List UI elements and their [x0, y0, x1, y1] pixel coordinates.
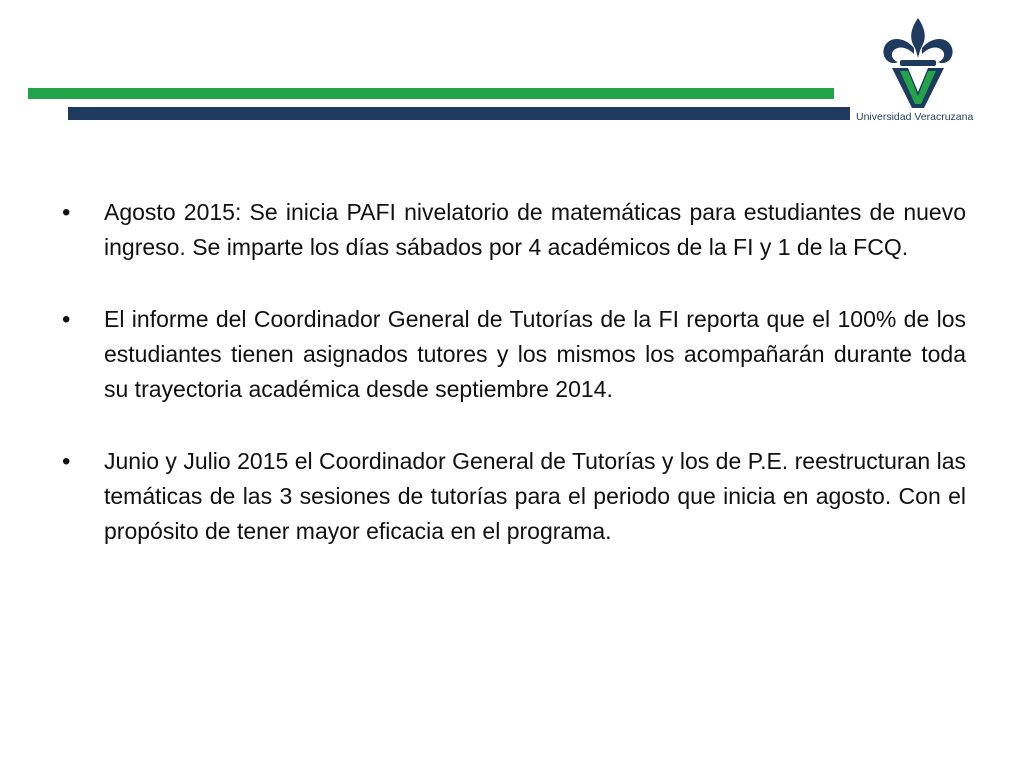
bullet-item — [62, 195, 966, 265]
bullet-mark: • — [62, 448, 71, 475]
university-name: Universidad Veracruzana — [856, 111, 974, 123]
slide-content — [62, 195, 966, 586]
fleur-de-lis-v-icon — [878, 14, 958, 110]
university-logo — [850, 12, 990, 132]
bullet-item — [62, 444, 966, 549]
bullet-item — [62, 302, 966, 407]
bullet-text: Junio y Julio 2015 el Coordinador General de Tutorías y los de P.E. reestructuran las temáticas de las 3 sesiones de tutorías para el periodo que inicia en agosto. Con el propósito de tener mayor eficacia en el programa. — [104, 448, 966, 544]
bullet-text: El informe del Coordinador General de Tutorías de la FI reporta que el 100% de los estudiantes tienen asignados tutores y los mismos los acompañarán durante toda su trayectoria académica desde septiembre 2014. — [104, 306, 966, 402]
bullet-text: Agosto 2015: Se inicia PAFI nivelatorio de matemáticas para estudiantes de nuevo ingreso. Se imparte los días sábados por 4 académicos de la FI y 1 de la FCQ. — [104, 199, 966, 260]
header-navy-bar — [68, 107, 850, 120]
bullet-mark: • — [62, 306, 71, 333]
bullet-mark: • — [62, 199, 71, 226]
header-green-bar — [28, 88, 834, 99]
